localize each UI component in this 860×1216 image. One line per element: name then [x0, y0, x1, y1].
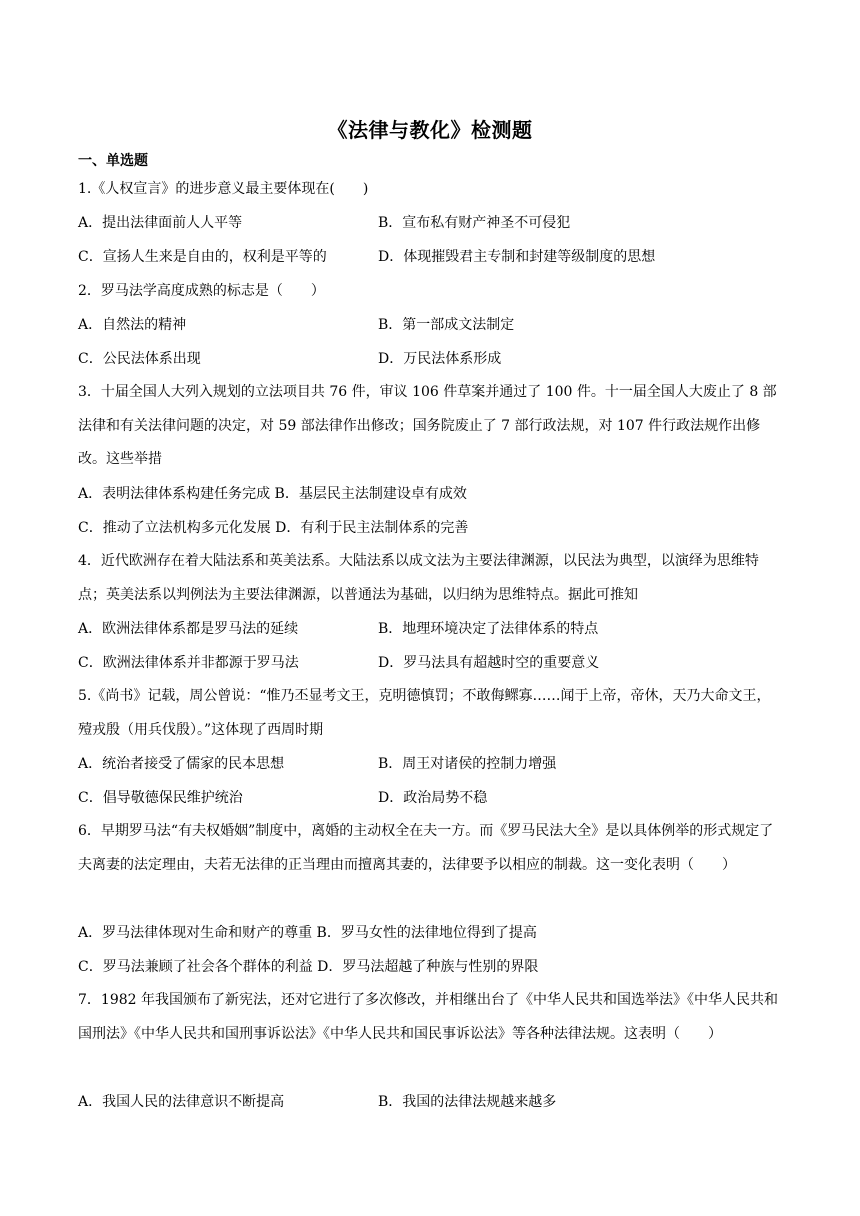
question-6-options-cd: C．罗马法兼顾了社会各个群体的利益 D．罗马法超越了种族与性别的界限 [78, 959, 539, 975]
question-4-option-c: C．欧洲法律体系并非都源于罗马法 [78, 655, 299, 671]
question-7-option-b: B．我国的法律法规越来越多 [378, 1094, 557, 1110]
question-5-stem: 5.《尚书》记载，周公曾说：“惟乃丕显考文王，克明德慎罚；不敢侮鳏寡……闻于上帝，帝休，天乃大命文王，殪戎殷（用兵伐殷）。”这体现了西周时期 [78, 688, 771, 738]
question-3-options-cd: C．推动了立法机构多元化发展 D．有利于民主法制体系的完善 [78, 520, 469, 536]
question-5-option-b: B．周王对诸侯的控制力增强 [378, 756, 557, 772]
question-5-option-c: C．倡导敬德保民维护统治 [78, 790, 243, 806]
question-7-stem: 7．1982 年我国颁布了新宪法，还对它进行了多次修改，并相继出台了《中华人民共和国选举法》《中华人民共和国刑法》《中华人民共和国刑事诉讼法》《中华人民共和国民事诉讼法》等各种法律法规。这表明（ ） [78, 992, 778, 1042]
question-5-option-d: D．政治局势不稳 [378, 790, 488, 806]
question-4-option-a: A．欧洲法律体系都是罗马法的延续 [78, 621, 299, 637]
question-2-stem: 2．罗马法学高度成熟的标志是（ ） [78, 283, 325, 299]
question-6-stem: 6．早期罗马法“有夫权婚姻”制度中，离婚的主动权全在夫一方。而《罗马民法大全》是以具体例举的形式规定了夫离妻的法定理由，夫若无法律的正当理由而擅离其妻的，法律要予以相应的制裁。这一变化表明（ ） [78, 823, 774, 873]
question-3-options-ab: A．表明法律体系构建任务完成 B．基层民主法制建设卓有成效 [78, 486, 467, 502]
question-2-option-c: C．公民法体系出现 [78, 351, 201, 367]
question-6-options-ab: A．罗马法律体现对生命和财产的尊重 B．罗马女性的法律地位得到了提高 [78, 925, 537, 941]
question-1-option-c: C．宣扬人生来是自由的，权利是平等的 [78, 249, 327, 265]
question-2-option-d: D．万民法体系形成 [378, 351, 502, 367]
section-heading: 一、单选题 [78, 153, 148, 169]
question-5-option-a: A．统治者接受了儒家的民本思想 [78, 756, 285, 772]
question-1-stem: 1.《人权宣言》的进步意义最主要体现在( ) [78, 181, 369, 197]
question-3-stem: 3．十届全国人大列入规划的立法项目共 76 件，审议 106 件草案并通过了 100 件。十一届全国人大废止了 8 部法律和有关法律问题的决定，对 59 部法律作出修改；国务院废止了 7 部行政法规，对 107 件行政法规作出修改。这些举措 [78, 384, 777, 468]
question-4-stem: 4．近代欧洲存在着大陆法系和英美法系。大陆法系以成文法为主要法律渊源，以民法为典型，以演绎为思维特点；英美法系以判例法为主要法律渊源，以普通法为基础，以归纳为思维特点。据此可推知 [78, 553, 759, 603]
question-1-option-b: B．宣布私有财产神圣不可侵犯 [378, 215, 571, 231]
question-4-option-d: D．罗马法具有超越时空的重要意义 [378, 655, 600, 671]
question-2-option-a: A．自然法的精神 [78, 317, 187, 333]
document-title: 《法律与教化》检测题 [327, 118, 533, 142]
question-1-option-a: A．提出法律面前人人平等 [78, 215, 243, 231]
question-7-option-a: A．我国人民的法律意识不断提高 [78, 1094, 285, 1110]
question-4-option-b: B．地理环境决定了法律体系的特点 [378, 621, 599, 637]
question-2-option-b: B．第一部成文法制定 [378, 317, 515, 333]
question-1-option-d: D．体现摧毁君主专制和封建等级制度的思想 [378, 249, 656, 265]
